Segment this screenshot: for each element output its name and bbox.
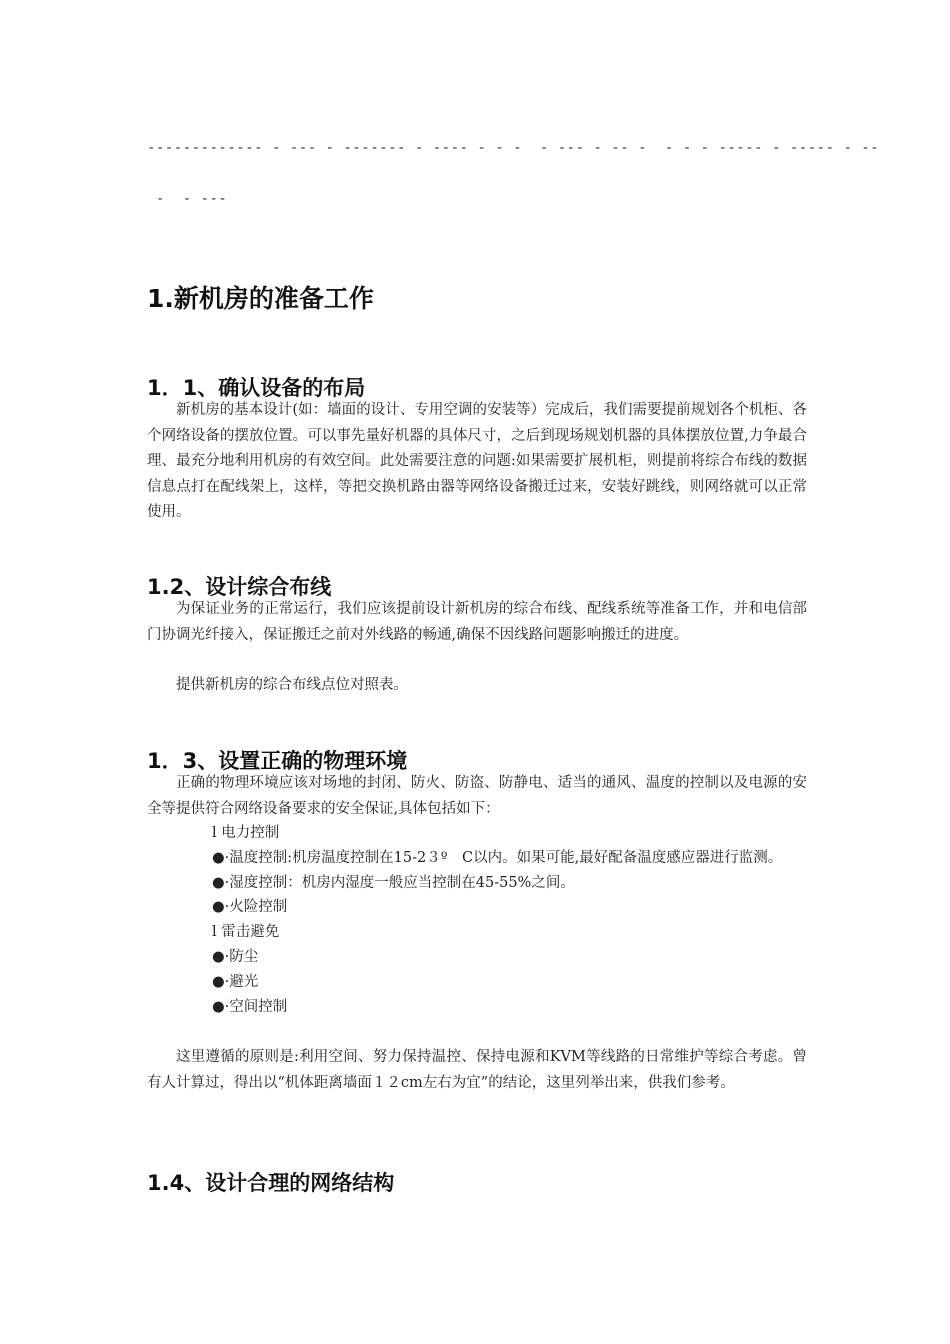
list-item: l 雷击避免 — [212, 924, 280, 941]
separator-line-1: ------------- - --- - ------- - ---- - - - - --- - -- - - - - ----- - ----- - -- — [147, 140, 880, 156]
section-1-3-paragraph: 正确的物理环境应该对场地的封闭、防火、防盗、防静电、适当的通风、温度的控制以及电源的安全等提供符合网络设备要求的安全保证,具体包括如下： — [147, 775, 807, 817]
list-item: ●·温度控制:机房温度控制在15-2３º C以内。如果可能,最好配备温度感应器进行监测。 — [212, 849, 783, 866]
list-item: ●·火险控制 — [212, 899, 288, 916]
list-item: l 电力控制 — [212, 825, 280, 841]
document-title: 1.新机房的准备工作 — [147, 284, 374, 313]
list-item: ●·湿度控制：机房内湿度一般应当控制在45-55%之间。 — [212, 874, 575, 891]
section-1-1-paragraph: 新机房的基本设计(如：墙面的设计、专用空调的安装等）完成后，我们需要提前规划各个机柜、各个网络设备的摆放位置。可以事先量好机器的具体尺寸，之后到现场规划机器的具体摆放位置,力争最合理、最充分地利用机房的有效空间。此处需要注意的问题:如果需要扩展机柜，则提前将综合布线的数据信息点打在配线架上，这样，等把交换机路由器等网络设备搬迁过来，安装好跳线，则网络就可以正常使用。 — [147, 402, 807, 520]
section-heading-1-2: 1.2、设计综合布线 — [147, 575, 332, 599]
list-item: ●·避光 — [212, 973, 259, 990]
separator-line-2: - - --- — [147, 191, 228, 207]
list-item: ●·空间控制 — [212, 998, 288, 1015]
section-heading-1-4: 1.4、设计合理的网络结构 — [147, 1171, 395, 1195]
section-1-2-paragraph-2: 提供新机房的综合布线点位对照表。 — [176, 677, 408, 693]
list-item: ●·防尘 — [212, 948, 259, 965]
section-heading-1-3: 1．3、设置正确的物理环境 — [147, 749, 408, 773]
environment-list — [212, 821, 812, 1019]
section-heading-1-1: 1．1、确认设备的布局 — [147, 376, 366, 400]
section-1-2-paragraph-1: 为保证业务的正常运行，我们应该提前设计新机房的综合布线、配线系统等准备工作，并和电信部门协调光纤接入，保证搬迁之前对外线路的畅通,确保不因线路问题影响搬迁的进度。 — [147, 601, 807, 643]
section-1-3-closing-paragraph: 这里遵循的原则是:利用空间、努力保持温控、保持电源和KVM等线路的日常维护等综合考虑。曾有人计算过，得出以“机体距离墙面１２cm左右为宜”的结论，这里列举出来，供我们参考。 — [147, 1049, 807, 1091]
